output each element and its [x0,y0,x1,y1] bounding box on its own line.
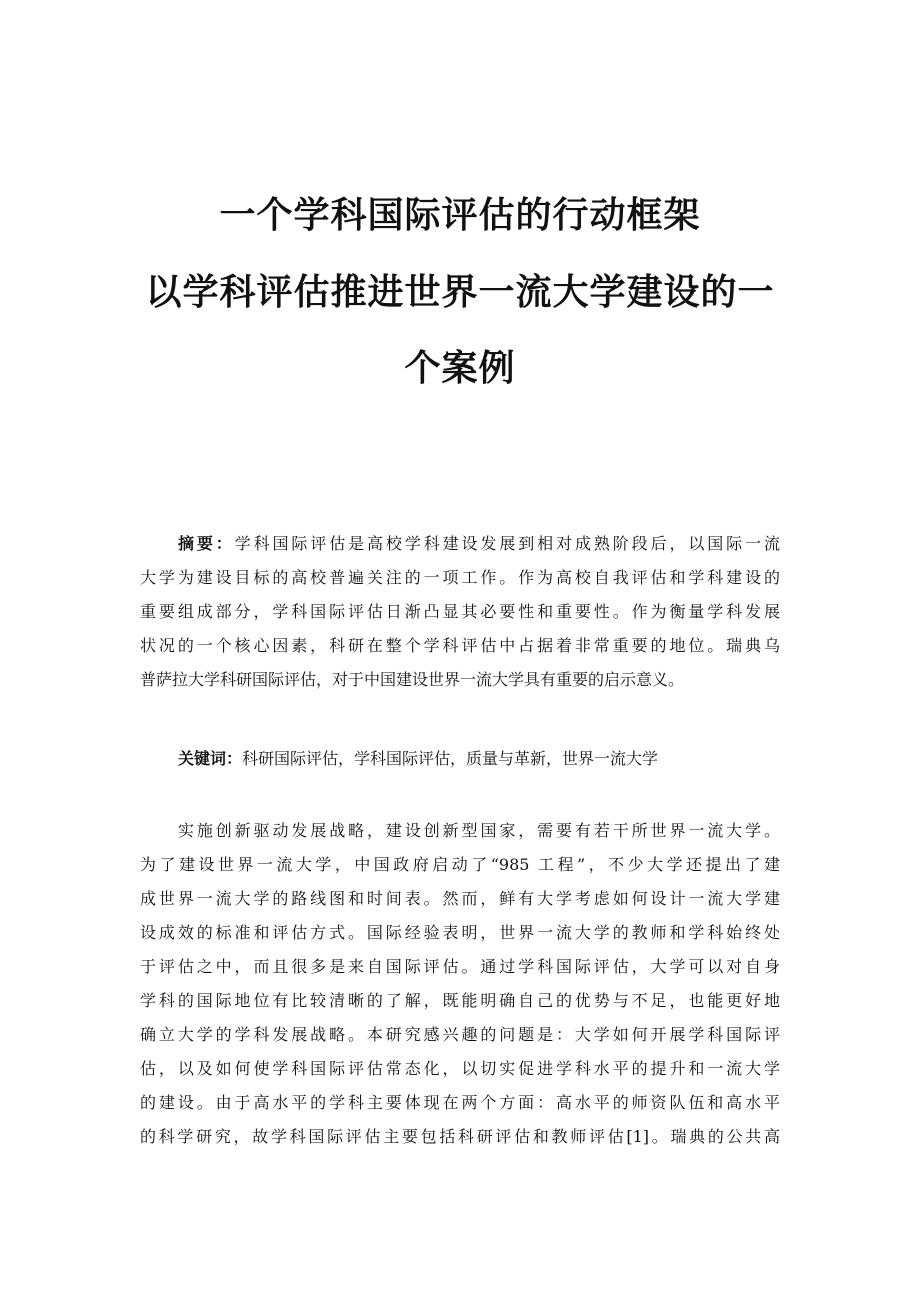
paragraph-line-9: 的建设。由于高水平的学科主要体现在两个方面：高水平的师资队伍和高水平 [140,1093,780,1112]
keywords-text: 科研国际评估，学科国际评估，质量与革新，世界一流大学 [242,749,659,768]
abstract-line-2: 大学为建设目标的高校普遍关注的一项工作。作为高校自我评估和学科建设的 [140,568,780,587]
paragraph-line-10: 的科学研究，故学科国际评估主要包括科研评估和教师评估[1]。瑞典的公共高 [140,1127,780,1146]
paragraph-line-8: 估，以及如何使学科国际评估常态化，以切实促进学科水平的提升和一流大学 [140,1059,780,1078]
keywords-section [140,742,780,776]
paragraph-line-5: 于评估之中，而且很多是来自国际评估。通过学科国际评估，大学可以对自身 [140,957,780,976]
paragraph-line-6: 学科的国际地位有比较清晰的了解，既能明确自己的优势与不足，也能更好地 [140,991,780,1010]
paragraph-line-7: 确立大学的学科发展战略。本研究感兴趣的问题是：大学如何开展学科国际评 [140,1025,780,1044]
paragraph-line-4: 设成效的标准和评估方式。国际经验表明，世界一流大学的教师和学科始终处 [140,923,780,942]
abstract-line-1 [140,527,780,561]
document-title-line-3: 个案例 [404,348,516,389]
abstract-text: 学科国际评估是高校学科建设发展到相对成熟阶段后，以国际一流 [234,534,780,553]
abstract-section [140,527,780,697]
keywords-label: 关键词： [178,749,243,768]
abstract-line-5: 普萨拉大学科研国际评估，对于中国建设世界一流大学具有重要的启示意义。 [140,670,685,689]
paragraph-line-2: 为了建设世界一流大学，中国政府启动了“985 工程”，不少大学还提出了建 [140,855,780,874]
paragraph-line-1: 实施创新驱动发展战略，建设创新型国家，需要有若干所世界一流大学。 [178,821,780,840]
abstract-line-4: 状况的一个核心因素，科研在整个学科评估中占据着非常重要的地位。瑞典乌 [140,636,780,655]
body-paragraph [140,814,780,1154]
document-title-line-1: 一个学科国际评估的行动框架 [219,195,701,236]
abstract-label: 摘要： [178,534,235,553]
abstract-line-3: 重要组成部分，学科国际评估日渐凸显其必要性和重要性。作为衡量学科发展 [140,602,780,621]
document-title-line-2: 以学科评估推进世界一流大学建设的一 [145,272,775,313]
paragraph-line-3: 成世界一流大学的路线图和时间表。然而，鲜有大学考虑如何设计一流大学建 [140,889,780,908]
keywords-line [140,742,780,776]
